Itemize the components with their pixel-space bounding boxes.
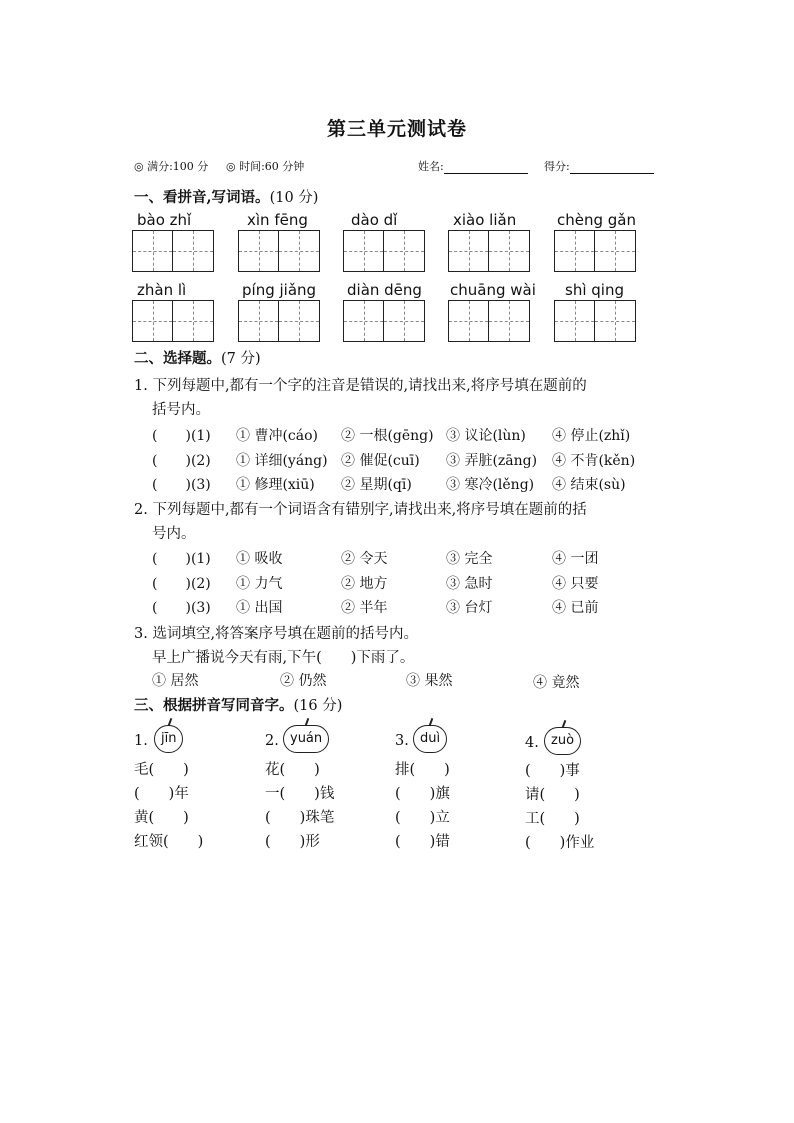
q2-1-opt-a: ① 吸收 xyxy=(236,551,283,567)
answer-paren[interactable]: ( ) xyxy=(152,428,191,444)
q2-1-opt-c: ③ 完全 xyxy=(446,551,493,567)
g1-item-3[interactable]: 黄( ) xyxy=(134,810,189,826)
apple-pinyin-4: zuò xyxy=(544,727,581,755)
answer-paren[interactable]: ( ) xyxy=(152,551,191,567)
pinyin-3: dào dǐ xyxy=(351,211,398,229)
name-blank[interactable] xyxy=(444,161,528,174)
g3-item-4[interactable]: ( )错 xyxy=(395,834,450,850)
writing-grid-1[interactable] xyxy=(132,230,214,272)
writing-grid-6[interactable] xyxy=(132,300,214,342)
score-blank[interactable] xyxy=(570,161,654,174)
q1-instruction: 1. 下列每题中,都有一个字的注音是错误的,请找出来,将序号填在题前的 xyxy=(134,378,587,394)
pinyin-4: xiào liǎn xyxy=(453,211,517,229)
g4-item-3[interactable]: 工( ) xyxy=(525,811,580,827)
g1-item-1[interactable]: 毛( ) xyxy=(134,762,189,778)
q1-1-opt-d: ④ 停止(zhǐ) xyxy=(552,428,631,444)
g1-item-2[interactable]: ( )年 xyxy=(134,786,189,802)
g2-item-3[interactable]: ( )珠笔 xyxy=(265,810,335,826)
writing-grid-2[interactable] xyxy=(238,230,320,272)
writing-grid-10[interactable] xyxy=(554,300,636,342)
q3-opt-2: ② 仍然 xyxy=(280,673,327,689)
pinyin-10: shì qing xyxy=(565,281,624,299)
g4-item-1[interactable]: ( )事 xyxy=(525,763,580,779)
apple-pinyin-1: jīn xyxy=(154,725,183,753)
g3-item-3[interactable]: ( )立 xyxy=(395,810,450,826)
q2-row-3: ( )(3) xyxy=(152,600,211,616)
pinyin-5: chèng gǎn xyxy=(557,211,636,229)
q2-instruction-cont: 号内。 xyxy=(152,526,196,542)
q1-1-opt-a: ① 曹冲(cáo) xyxy=(236,428,318,444)
writing-grid-5[interactable] xyxy=(554,230,636,272)
name-label: 姓名: xyxy=(418,160,444,173)
q2-2-opt-b: ② 地方 xyxy=(341,576,388,592)
q2-2-opt-a: ① 力气 xyxy=(236,576,283,592)
q1-2-opt-a: ① 详细(yáng) xyxy=(236,453,328,469)
full-score-label: ◎ 满分:100 分 xyxy=(134,160,209,173)
q2-3-opt-a: ① 出国 xyxy=(236,600,283,616)
q1-row-2: ( )(2) xyxy=(152,453,211,469)
score-label: 得分: xyxy=(544,160,570,173)
group-1-number: 1. xyxy=(134,733,148,749)
q1-2-opt-b: ② 催促(cuī) xyxy=(341,453,420,469)
answer-paren[interactable]: ( ) xyxy=(152,576,191,592)
time-label: ◎ 时间:60 分钟 xyxy=(226,160,305,173)
section-2-heading: 二、选择题。(7 分) xyxy=(134,350,261,367)
q3-instruction: 3. 选词填空,将答案序号填在题前的括号内。 xyxy=(134,626,419,642)
q3-opt-4: ④ 竟然 xyxy=(533,675,580,691)
g4-item-4[interactable]: ( )作业 xyxy=(525,835,595,851)
score-field[interactable] xyxy=(544,158,654,174)
writing-grid-9[interactable] xyxy=(448,300,530,342)
q1-3-opt-a: ① 修理(xiū) xyxy=(236,477,315,493)
name-field[interactable] xyxy=(418,158,528,174)
writing-grid-3[interactable] xyxy=(343,230,425,272)
q1-row-3: ( )(3) xyxy=(152,477,211,493)
q1-3-opt-b: ② 星期(qī) xyxy=(341,477,412,493)
q2-3-opt-d: ④ 已前 xyxy=(552,600,599,616)
section-1-heading: 一、看拼音,写词语。(10 分) xyxy=(134,189,319,206)
q1-row-1: ( )(1) xyxy=(152,428,211,444)
q1-1-opt-c: ③ 议论(lùn) xyxy=(446,428,526,444)
writing-grid-7[interactable] xyxy=(238,300,320,342)
pinyin-7: píng jiǎng xyxy=(242,281,317,299)
pinyin-6: zhàn lì xyxy=(137,281,187,299)
q1-3-opt-c: ③ 寒冷(lěng) xyxy=(446,477,535,493)
group-3-number: 3. xyxy=(395,733,409,749)
apple-pinyin-2: yuán xyxy=(283,725,329,753)
group-2-number: 2. xyxy=(265,733,279,749)
group-4-number: 4. xyxy=(525,735,539,751)
g3-item-1[interactable]: 排( ) xyxy=(395,762,450,778)
q2-2-opt-c: ③ 急时 xyxy=(446,576,493,592)
writing-grid-8[interactable] xyxy=(343,300,425,342)
q3-opt-3: ③ 果然 xyxy=(406,673,453,689)
answer-paren[interactable]: ( ) xyxy=(152,600,191,616)
q3-opt-1: ① 居然 xyxy=(152,673,199,689)
writing-grid-4[interactable] xyxy=(448,230,530,272)
section-3-heading: 三、根据拼音写同音字。(16 分) xyxy=(134,697,343,714)
q2-2-opt-d: ④ 只要 xyxy=(552,576,599,592)
q3-sentence: 早上广播说今天有雨,下午( )下雨了。 xyxy=(152,650,415,666)
g2-item-2[interactable]: 一( )钱 xyxy=(265,786,335,802)
g4-item-2[interactable]: 请( ) xyxy=(525,787,580,803)
g2-item-1[interactable]: 花( ) xyxy=(265,762,320,778)
q2-row-1: ( )(1) xyxy=(152,551,211,567)
pinyin-8: diàn dēng xyxy=(347,281,422,299)
q1-1-opt-b: ② 一根(gēng) xyxy=(341,428,434,444)
q2-1-opt-d: ④ 一团 xyxy=(552,551,599,567)
g3-item-2[interactable]: ( )旗 xyxy=(395,786,450,802)
g2-item-4[interactable]: ( )形 xyxy=(265,834,320,850)
q1-2-opt-c: ③ 弄脏(zāng) xyxy=(446,453,538,469)
page-title: 第三单元测试卷 xyxy=(326,118,467,140)
apple-pinyin-3: duì xyxy=(413,725,447,753)
q2-instruction: 2. 下列每题中,都有一个词语含有错别字,请找出来,将序号填在题前的括 xyxy=(134,502,587,518)
q1-instruction-cont: 括号内。 xyxy=(152,402,210,418)
q2-row-2: ( )(2) xyxy=(152,576,211,592)
answer-paren[interactable]: ( ) xyxy=(152,477,191,493)
q2-1-opt-b: ② 令天 xyxy=(341,551,388,567)
q1-2-opt-d: ④ 不肯(kěn) xyxy=(552,453,636,469)
q1-3-opt-d: ④ 结束(sù) xyxy=(552,477,626,493)
q2-3-opt-b: ② 半年 xyxy=(341,600,388,616)
answer-paren[interactable]: ( ) xyxy=(152,453,191,469)
pinyin-9: chuāng wài xyxy=(450,281,536,299)
pinyin-2: xìn fēng xyxy=(247,211,308,229)
g1-item-4[interactable]: 红领( ) xyxy=(134,834,204,850)
q2-3-opt-c: ③ 台灯 xyxy=(446,600,493,616)
pinyin-1: bào zhǐ xyxy=(137,211,192,229)
